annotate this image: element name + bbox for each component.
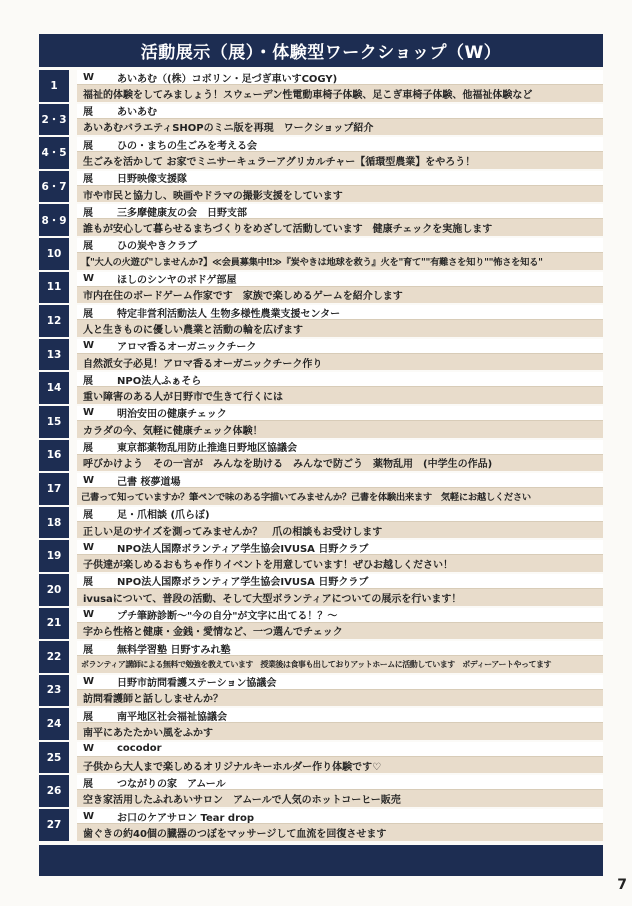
- entry-header: [77, 137, 603, 152]
- entry-description: ボランティア講師による無料で勉強を教えています 授業後は食事も出しておりアットホームに活動しています ボディーアートやってます: [77, 656, 603, 673]
- list-item: [39, 238, 603, 270]
- entry-description: 子供達が楽しめるおもちゃ作りイベントを用意しています！ぜひお越しください！: [77, 555, 603, 572]
- entry-type: 展: [83, 107, 93, 119]
- list-item: [39, 272, 603, 304]
- entry-header: [77, 238, 603, 253]
- booth-number: 18: [39, 507, 69, 539]
- entry-description: あいあむバラエティSHOPのミニ版を再現 ワークショップ紹介: [77, 119, 603, 136]
- entry-type: W: [83, 609, 95, 620]
- entry-type: 展: [83, 140, 93, 152]
- list-item: [39, 641, 603, 673]
- entry-name: 日野市訪問看護ステーション協議会: [117, 678, 277, 690]
- entry-content: [77, 708, 603, 740]
- entry-name: 己書 桜夢道場: [117, 476, 181, 488]
- entry-description: 歯ぐきの約40個の臓器のつぼをマッサージして血流を回復させます: [77, 824, 603, 841]
- entry-type: W: [83, 273, 95, 285]
- entry-description: 生ごみを活かして お家でミニサーキュラーアグリカルチャー【循環型農業】をやろう！: [77, 152, 603, 169]
- footer-bar: [39, 845, 603, 876]
- entry-type: 展: [83, 778, 93, 790]
- entry-header: [77, 574, 603, 589]
- list-item: [39, 440, 603, 472]
- entry-name: 特定非営利活動法人 生物多様性農業支援センター: [117, 308, 341, 320]
- entry-content: [77, 104, 603, 136]
- booth-number: 20: [39, 574, 69, 606]
- entry-content: [77, 507, 603, 539]
- entry-header: [77, 440, 603, 455]
- entry-description: 重い障害のある人が日野市で生きて行くには: [77, 387, 603, 404]
- entry-header: [77, 339, 603, 354]
- booth-number: 8・9: [39, 204, 69, 236]
- entry-name: cocodor: [117, 743, 162, 755]
- entry-header: [77, 372, 603, 387]
- entry-name: あいあむ（(株）コボリン・足づぎ車いすCOGY): [117, 73, 338, 85]
- entry-content: [77, 305, 603, 337]
- entry-header: [77, 507, 603, 522]
- entry-type: W: [83, 743, 95, 755]
- booth-number: 19: [39, 540, 69, 572]
- entry-description: 自然派女子必見！アロマ香るオーガニックチーク作り: [77, 354, 603, 371]
- list-item: [39, 171, 603, 203]
- entry-header: [77, 540, 603, 555]
- list-item: [39, 339, 603, 371]
- entry-name: ほしのシンヤのボドゲ部屋: [117, 275, 237, 287]
- entry-content: [77, 70, 603, 102]
- entry-description: 市内在住のボードゲーム作家です 家族で楽しめるゲームを紹介します: [77, 287, 603, 304]
- entry-content: [77, 372, 603, 404]
- entry-description: 誰もが安心して暮らせるまちづくりをめざして活動しています 健康チェックを実施します: [77, 219, 603, 236]
- entry-type: W: [83, 407, 95, 419]
- entry-type: 展: [83, 308, 93, 320]
- list-item: [39, 473, 603, 505]
- entry-name: アロマ香るオーガニックチーク: [117, 342, 257, 354]
- entry-description: 己書って知っていますか？筆ペンで味のある字描いてみませんか？己書を体験出来ます 気軽にお越しください: [77, 488, 603, 505]
- entry-type: 展: [83, 174, 93, 186]
- list-item: [39, 70, 603, 102]
- entry-type: W: [83, 340, 95, 352]
- entry-name: 南平地区社会福祉協議会: [117, 711, 227, 723]
- entry-header: [77, 641, 603, 656]
- entry-name: 明治安田の健康チェック: [117, 409, 227, 421]
- booth-number: 15: [39, 406, 69, 438]
- booth-number: 22: [39, 641, 69, 673]
- entry-type: 展: [83, 207, 93, 219]
- entry-description: 南平にあたたかい風をふかす: [77, 723, 603, 740]
- entry-name: あいあむ: [117, 107, 157, 119]
- entry-header: [77, 272, 603, 287]
- entry-name: プチ筆跡診断～"今の自分"が文字に出てる！？～: [117, 611, 338, 622]
- list-item: [39, 305, 603, 337]
- list-item: [39, 775, 603, 807]
- list-item: [39, 608, 603, 640]
- booth-number: 10: [39, 238, 69, 270]
- entry-content: [77, 440, 603, 472]
- list-item: [39, 137, 603, 169]
- list-item: [39, 540, 603, 572]
- entry-content: [77, 137, 603, 169]
- list-item: [39, 406, 603, 438]
- list-item: [39, 372, 603, 404]
- entry-name: NPO法人国際ボランティア学生協会IVUSA 日野クラブ: [117, 577, 369, 589]
- entry-content: [77, 339, 603, 371]
- entry-header: [77, 406, 603, 421]
- entry-content: [77, 540, 603, 572]
- list-item: [39, 675, 603, 707]
- entry-description: 子供から大人まで楽しめるオリジナルキーホルダー作り体験です♡: [77, 757, 603, 774]
- list-item: [39, 104, 603, 136]
- entry-header: [77, 742, 603, 757]
- page-title: 活動展示（展）・体験型ワークショップ（W）: [39, 34, 603, 67]
- entry-content: [77, 675, 603, 707]
- page-number: 7: [617, 877, 627, 893]
- entry-description: ivusaについて、普段の活動、そして大型ボランティアについての展示を行います！: [77, 589, 603, 606]
- entry-content: [77, 406, 603, 438]
- entry-description: カラダの今、気軽に健康チェック体験！: [77, 421, 603, 438]
- entry-name: NPO法人ふぁそら: [117, 375, 202, 387]
- entry-header: [77, 708, 603, 723]
- entry-content: [77, 574, 603, 606]
- list-item: [39, 507, 603, 539]
- entry-content: [77, 742, 603, 774]
- booth-number: 26: [39, 775, 69, 807]
- entry-name: NPO法人国際ボランティア学生協会IVUSA 日野クラブ: [117, 543, 369, 555]
- entry-description: 市や市民と協力し、映画やドラマの撮影支援をしています: [77, 186, 603, 203]
- list-item: [39, 204, 603, 236]
- entry-type: 展: [83, 443, 93, 455]
- booth-number: 14: [39, 372, 69, 404]
- entry-type: 展: [83, 375, 93, 387]
- entry-type: W: [83, 810, 95, 822]
- entry-name: お口のケアサロン Tear drop: [117, 812, 255, 824]
- entry-description: 【"大人の火遊び"しませんか?】≪会員募集中‼≫『炭やきは地球を救う』火を"育て""有難さを知り""怖さを知る": [77, 253, 603, 270]
- booth-number: 6・7: [39, 171, 69, 203]
- entry-name: 日野映像支援隊: [117, 174, 187, 186]
- entry-description: 訪問看護師と話ししませんか？: [77, 690, 603, 707]
- entry-description: 正しい足のサイズを測ってみませんか？ 爪の相談もお受けします: [77, 522, 603, 539]
- booth-number: 24: [39, 708, 69, 740]
- booth-number: 13: [39, 339, 69, 371]
- entry-type: 展: [83, 577, 93, 589]
- entry-type: W: [83, 71, 95, 83]
- entry-description: 空き家活用したふれあいサロン アムールで人気のホットコーヒー販売: [77, 790, 603, 807]
- entry-content: [77, 473, 603, 505]
- booth-number: 16: [39, 440, 69, 472]
- booth-number: 25: [39, 742, 69, 774]
- booth-number: 2・3: [39, 104, 69, 136]
- booth-number: 11: [39, 272, 69, 304]
- entry-header: [77, 104, 603, 119]
- entry-content: [77, 775, 603, 807]
- entry-header: [77, 775, 603, 790]
- entry-name: つながりの家 アムール: [117, 778, 226, 790]
- booth-number: 4・5: [39, 137, 69, 169]
- entry-description: 字から性格と健康・金銭・愛情など、一つ選んでチェック: [77, 623, 603, 640]
- list-item: [39, 708, 603, 740]
- entry-header: [77, 204, 603, 219]
- entry-header: [77, 70, 603, 85]
- list-item: [39, 742, 603, 774]
- entry-content: [77, 272, 603, 304]
- booth-number: 23: [39, 675, 69, 707]
- entry-content: [77, 204, 603, 236]
- entry-type: W: [83, 474, 95, 486]
- entry-content: [77, 608, 603, 640]
- booth-number: 17: [39, 473, 69, 505]
- activity-list: [39, 70, 603, 841]
- entry-header: [77, 305, 603, 320]
- entry-content: [77, 809, 603, 841]
- entry-name: ひの炭やきクラブ: [117, 241, 197, 253]
- entry-header: [77, 675, 603, 690]
- list-item: [39, 574, 603, 606]
- booth-number: 1: [39, 70, 69, 102]
- entry-description: 人と生きものに優しい農業と活動の輪を広げます: [77, 320, 603, 337]
- entry-header: [77, 171, 603, 186]
- program-page: [39, 34, 603, 843]
- entry-name: 足・爪相談 (爪らぼ): [117, 510, 210, 522]
- entry-type: 展: [83, 241, 93, 253]
- booth-number: 21: [39, 608, 69, 640]
- entry-type: 展: [83, 644, 93, 656]
- entry-description: 福祉的体験をしてみましょう！スウェーデン性電動車椅子体験、足こぎ車椅子体験、他福祉体験など: [77, 85, 603, 102]
- entry-type: W: [83, 541, 95, 553]
- entry-content: [77, 641, 603, 673]
- entry-name: 三多摩健康友の会 日野支部: [117, 207, 247, 219]
- entry-name: ひの・まちの生ごみを考える会: [117, 140, 257, 152]
- booth-number: 27: [39, 809, 69, 841]
- entry-name: 東京都薬物乱用防止推進日野地区協議会: [117, 443, 297, 455]
- entry-name: 無料学習塾 日野すみれ塾: [117, 644, 231, 656]
- entry-header: [77, 473, 603, 488]
- entry-type: W: [83, 676, 95, 688]
- entry-content: [77, 171, 603, 203]
- entry-content: [77, 238, 603, 270]
- entry-description: 呼びかけよう その一言が みんなを助ける みんなで防ごう 薬物乱用 (中学生の作品): [77, 455, 603, 472]
- entry-type: 展: [83, 510, 93, 522]
- list-item: [39, 809, 603, 841]
- booth-number: 12: [39, 305, 69, 337]
- entry-header: [77, 608, 603, 623]
- entry-header: [77, 809, 603, 824]
- entry-type: 展: [83, 711, 93, 723]
